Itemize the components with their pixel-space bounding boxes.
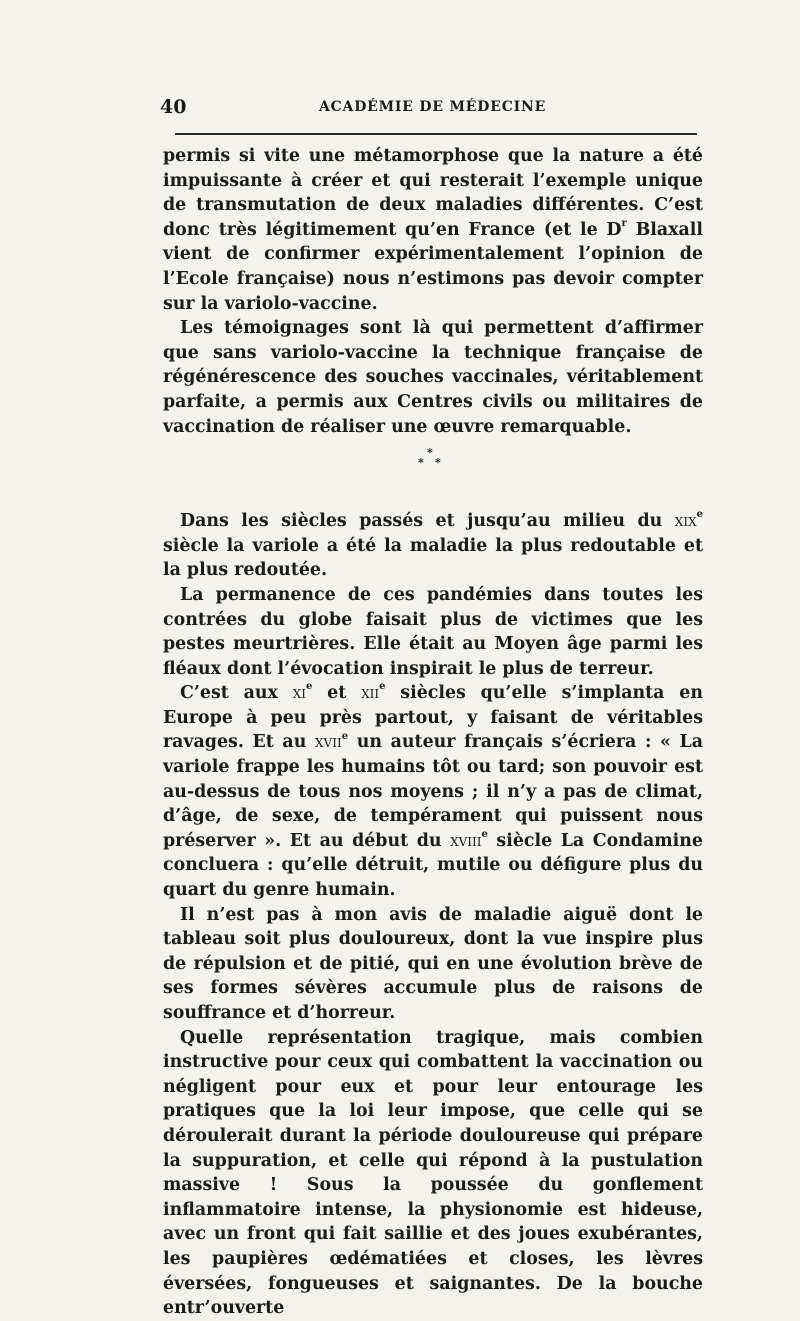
paragraph-3-text-b: siècle la variole a été la maladie la plus redoutable et la plus redoutée. — [163, 535, 703, 581]
century-numeral: xviii — [450, 830, 482, 851]
paragraph-6: Il n’est pas à mon avis de maladie aiguë dont le tableau soit plus douloureux, dont la vue inspire plus de répulsion et de pitié, qui en une évolution brève de ses formes sévères accumule plus de raisons de souffrance et d’horreur. — [163, 904, 703, 1023]
paragraph-5-text-d: un auteur français s’écriera : « La variole frappe les humains tôt ou tard; son pouvoir est au-dessus de tous nos moyens ; il n’y a pas de climat, d’âge, de sexe, de tempérament qui puissent nous préserver ». Et au début du — [163, 732, 703, 851]
century-superscript: e — [341, 730, 349, 742]
paragraph-3-text-a: Dans les siècles passés et jusqu’au milieu du — [180, 511, 675, 532]
century-superscript: e — [305, 681, 313, 693]
paragraph-5-text-c: siècles qu’elle s’implanta en Europe à peu près partout, y faisant de véritables ravages. Et au — [163, 683, 703, 753]
paragraph-1-superscript: r — [621, 217, 627, 229]
century-superscript: e — [481, 829, 488, 841]
century-superscript: e — [696, 509, 703, 521]
century-numeral: xii — [361, 683, 380, 704]
body-text — [163, 144, 703, 1321]
paragraph-2: Les témoignages sont là qui permettent d’affirmer que sans variolo-vaccine la technique française de régénérescence des souches vaccinales, véritablement parfaite, a permis aux Centres civils ou militaires de vaccination de réaliser une œuvre remarquable. — [163, 318, 703, 437]
paragraph-4: La permanence de ces pandémies dans toutes les contrées du globe faisait plus de victimes que les pestes meurtrières. Elle était au Moyen âge parmi les fléaux dont l’évocation inspirait le plus de terreur. — [163, 584, 703, 679]
paragraph-5 — [163, 681, 703, 902]
asterism-star-right: * — [435, 456, 441, 470]
page-header — [160, 96, 700, 120]
paragraph-1 — [163, 144, 703, 316]
asterism — [163, 439, 703, 509]
header-rule — [175, 133, 697, 135]
century-numeral: xvii — [315, 732, 342, 753]
paragraph-1-text-b: Blaxall vient de confirmer expérimentalement l’opinion de l’Ecole française) nous n’estimons pas devoir compter sur la variolo-vaccine. — [163, 219, 703, 314]
century-numeral: xi — [292, 683, 306, 704]
century-numeral: xix — [674, 511, 697, 532]
paragraph-7: Quelle représentation tragique, mais combien instructive pour ceux qui combattent la vaccination ou négligent pour eux et pour leur entourage les pratiques que la loi leur impose, que celle qui se déroulerait durant la période douloureuse qui prépare la suppuration, et celle qui répond à la pustulation massive ! Sous la poussée du gonflement inflammatoire intense, la physionomie est hideuse, avec un front qui fait saillie et des joues exubérantes, les paupières œdématiées et closes, les lèvres éversées, fongueuses et saignantes. De la bouche entr’ouverte — [163, 1027, 703, 1319]
paragraph-5-text-e: siècle La Condamine concluera : qu’elle détruit, mutile ou défigure plus du quart du genre humain. — [163, 830, 703, 901]
running-head: ACADÉMIE DE MÉDECINE — [318, 99, 547, 115]
paragraph-5-text-a: C’est aux — [180, 683, 293, 704]
asterism-star-top: * — [427, 446, 433, 460]
asterism-star-left: * — [418, 456, 424, 470]
paragraph-5-text-b: et — [312, 683, 362, 704]
paragraph-3 — [163, 509, 703, 583]
paragraph-1-text-a: permis si vite une métamorphose que la nature a été impuissante à créer et qui resterait l’exemple unique de transmutation de deux maladies différentes. C’est donc très légitimement qu’en France (et le D — [163, 146, 703, 240]
page-number: 40 — [160, 96, 187, 118]
century-superscript: e — [379, 681, 386, 693]
